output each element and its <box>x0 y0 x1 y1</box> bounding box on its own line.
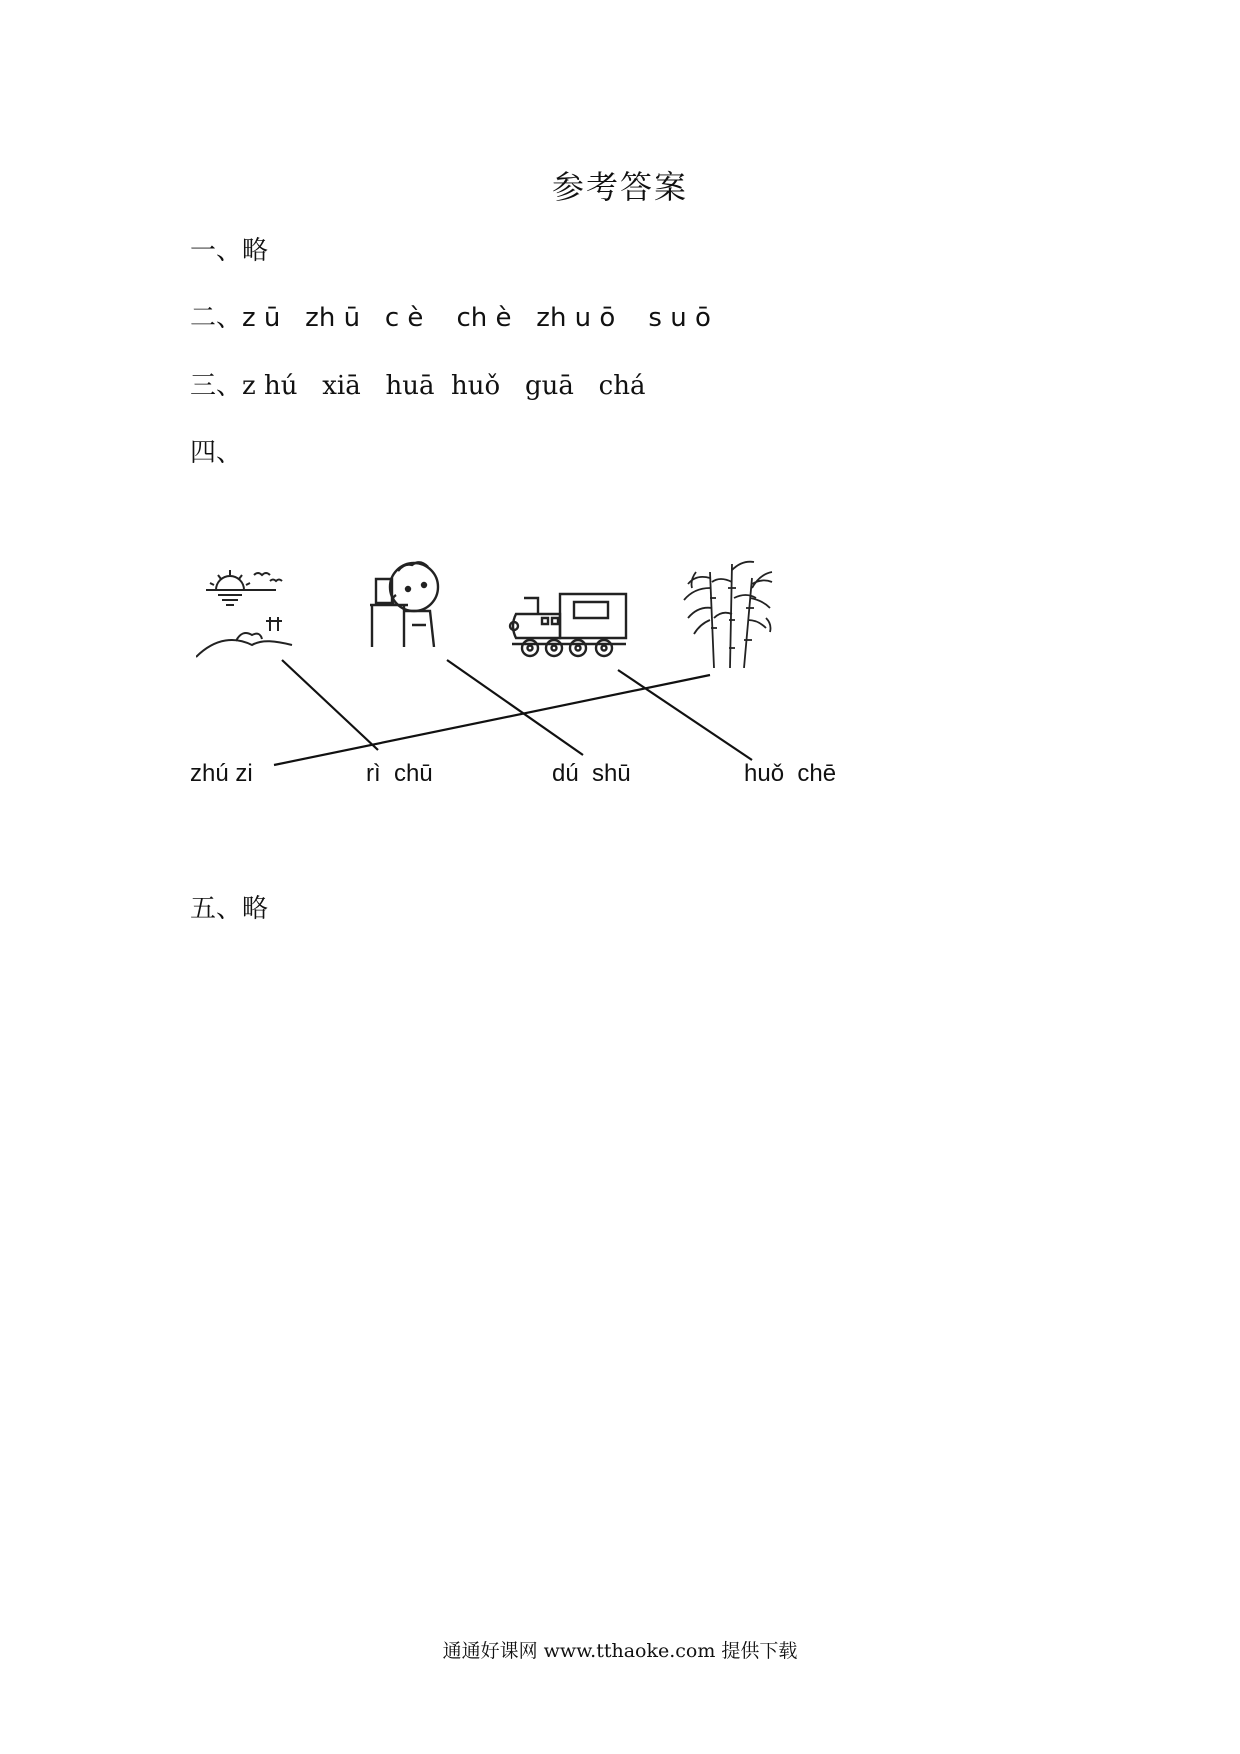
page-title: 参考答案 <box>551 168 688 206</box>
pinyin-ri-chu: rì chū <box>366 760 433 787</box>
match-line-reading <box>447 660 583 755</box>
pinyin-du-shu: dú shū <box>552 760 631 787</box>
answer-1: 一、略 <box>190 236 269 266</box>
answer-3: 三、z hú xiā huā huǒ guā chá <box>190 371 646 401</box>
pinyin-huo-che: huǒ chē <box>744 760 837 787</box>
match-line-sunrise <box>282 660 378 750</box>
answer-4-label: 四、 <box>190 438 243 468</box>
match-line-train <box>618 670 752 760</box>
answer-2: 二、z ū zh ū c è ch è zh u ō s u ō <box>190 303 711 333</box>
footer-credit: 通通好课网 www.tthaoke.com 提供下载 <box>442 1640 798 1662</box>
pinyin-zhu-zi: zhú zi <box>190 760 253 787</box>
answer-5: 五、略 <box>190 894 269 924</box>
match-line-bamboo <box>274 675 710 765</box>
